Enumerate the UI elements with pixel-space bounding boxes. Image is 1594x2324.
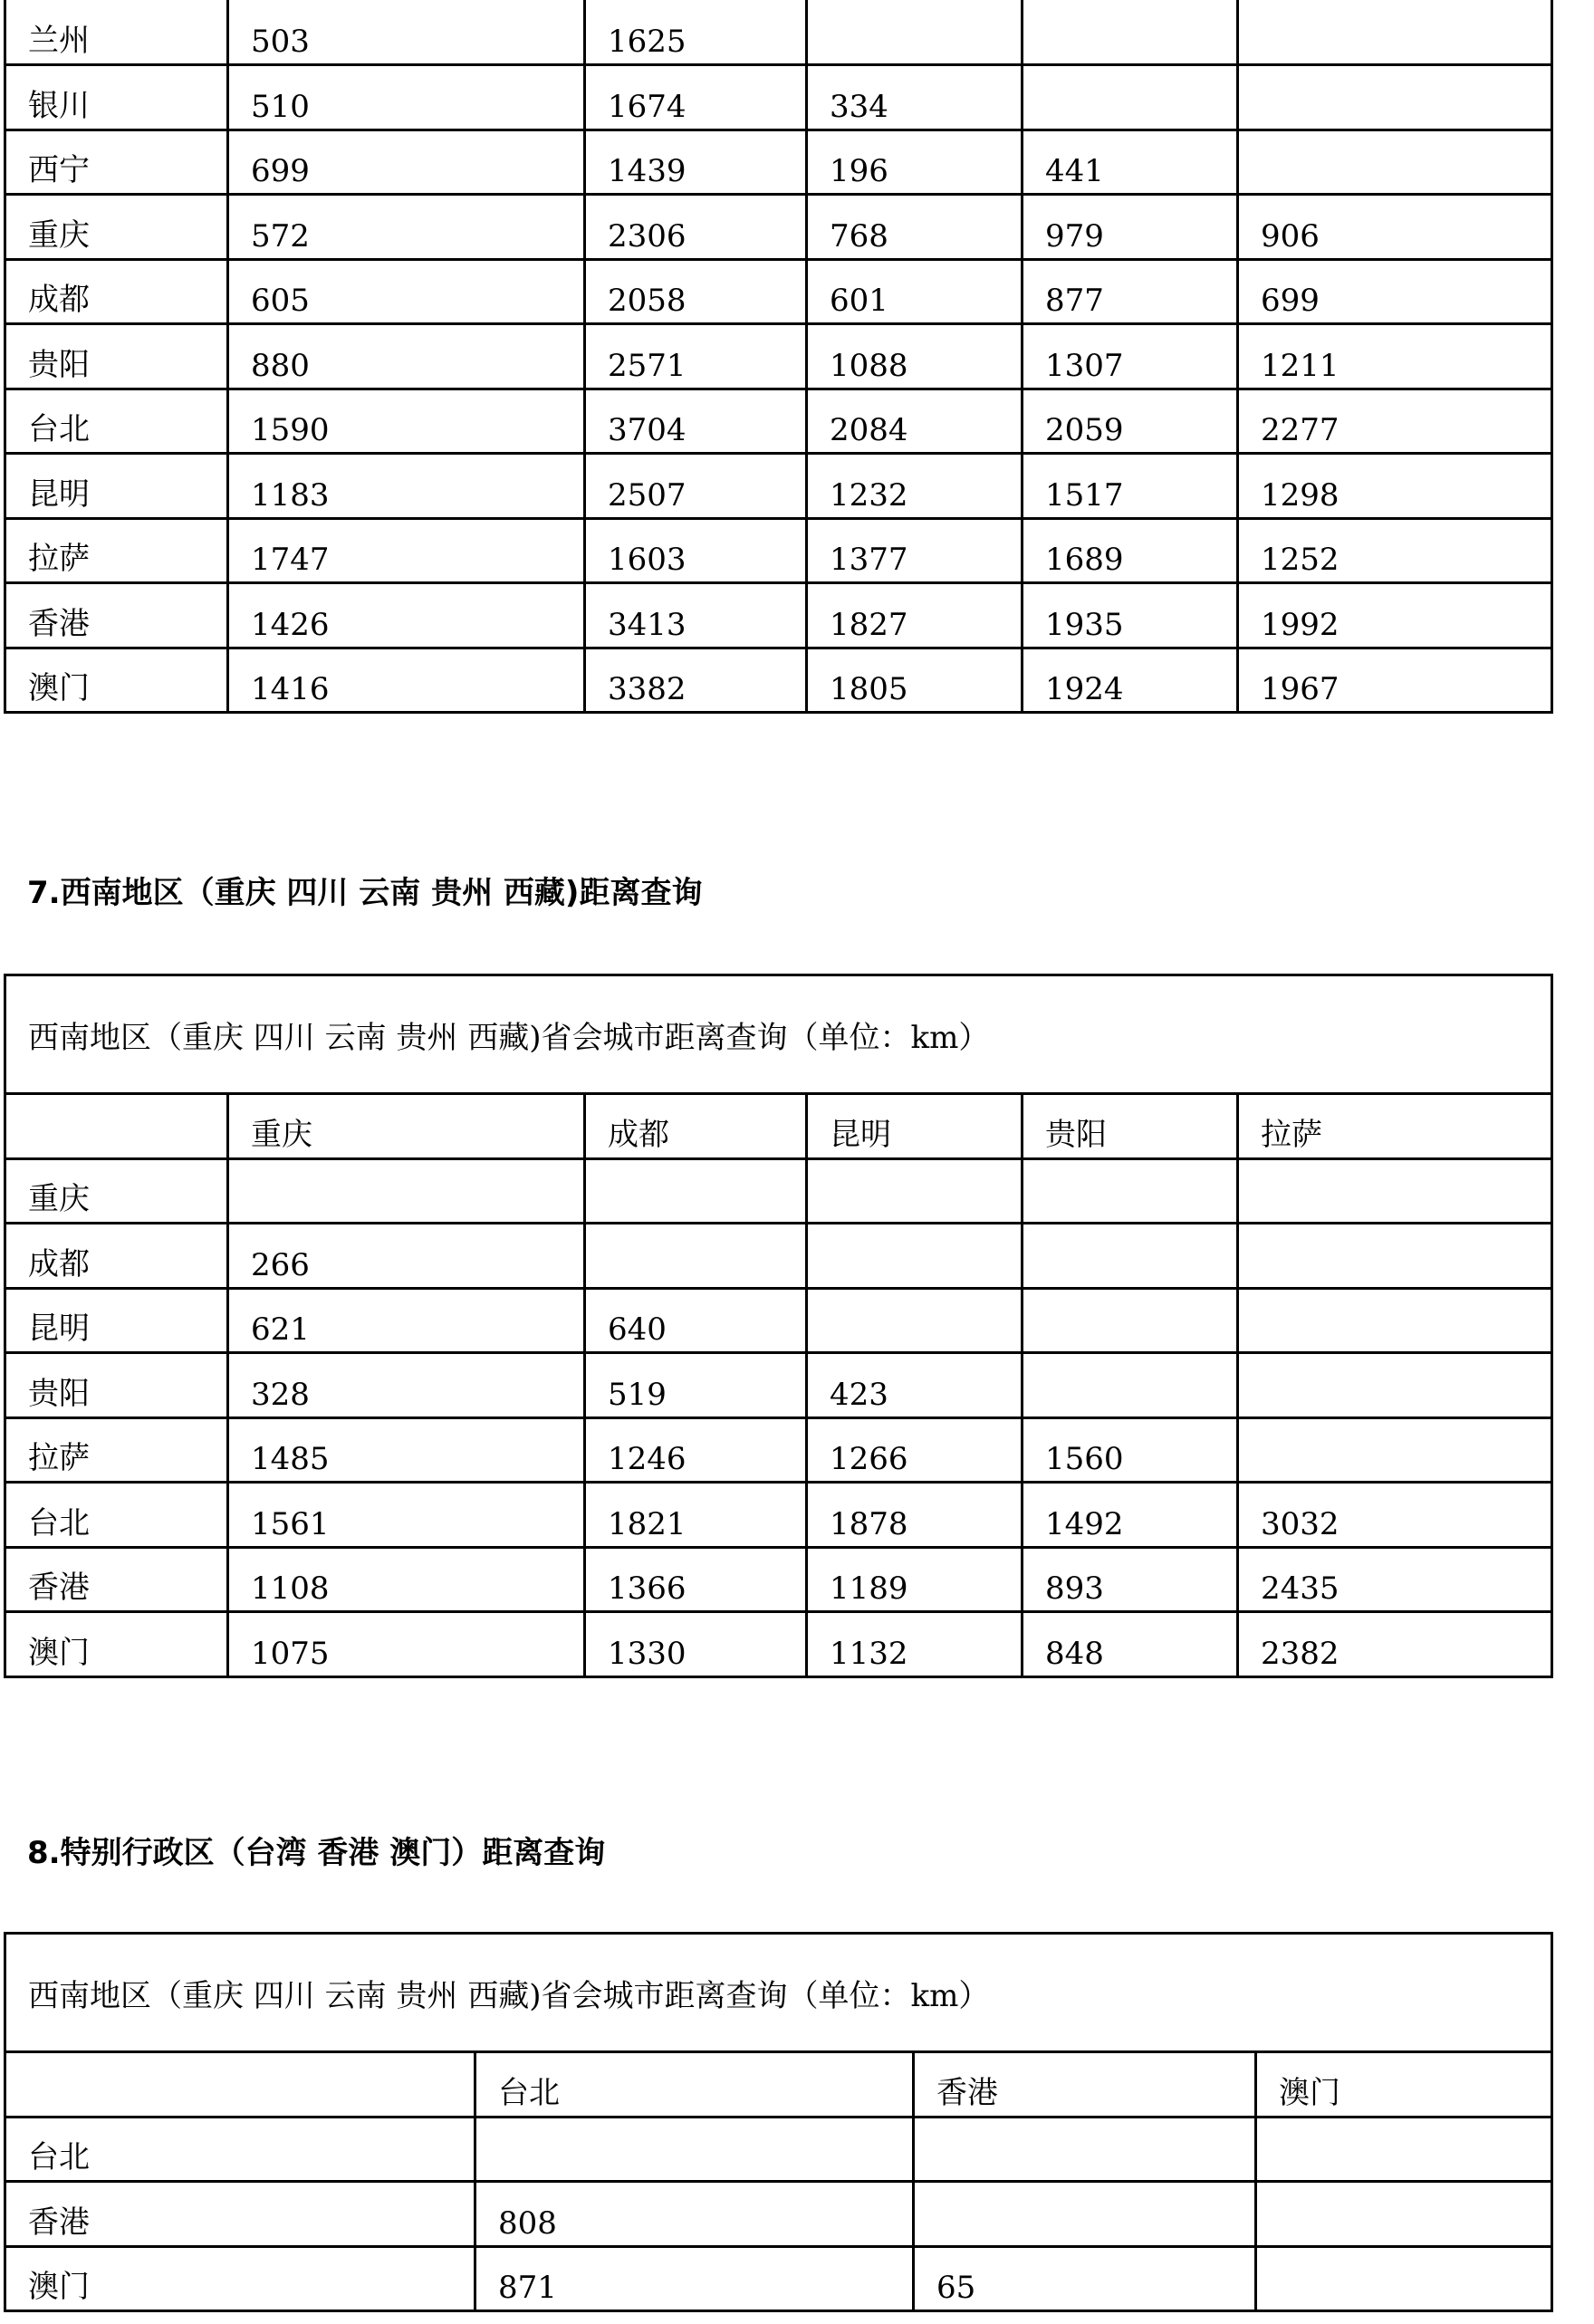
distance-cell	[1256, 2117, 1552, 2182]
distance-cell	[1023, 0, 1238, 65]
distance-cell: 880	[228, 324, 585, 389]
distance-cell	[807, 1288, 1023, 1353]
distance-cell: 1603	[585, 518, 807, 583]
row-header-cell: 银川	[5, 65, 228, 130]
distance-cell: 979	[1023, 195, 1238, 260]
distance-cell: 699	[1238, 259, 1552, 324]
distance-cell	[1256, 2182, 1552, 2247]
distance-cell	[585, 1158, 807, 1224]
distance-cell: 1439	[585, 130, 807, 195]
table-row	[5, 454, 1552, 519]
distance-cell: 848	[1023, 1612, 1238, 1677]
distance-cell: 1992	[1238, 583, 1552, 648]
distance-cell: 877	[1023, 259, 1238, 324]
column-header-cell: 成都	[585, 1094, 807, 1159]
distance-cell: 906	[1238, 195, 1552, 260]
distance-cell: 2306	[585, 195, 807, 260]
distance-cell: 2507	[585, 454, 807, 519]
distance-cell: 768	[807, 195, 1023, 260]
row-header-cell: 兰州	[5, 0, 228, 65]
distance-cell: 1827	[807, 583, 1023, 648]
distance-cell: 503	[228, 0, 585, 65]
distance-cell: 1183	[228, 454, 585, 519]
distance-cell: 519	[585, 1353, 807, 1418]
distance-cell: 423	[807, 1353, 1023, 1418]
table-row	[5, 518, 1552, 583]
table-row	[5, 195, 1552, 260]
distance-cell: 266	[228, 1224, 585, 1289]
table-row	[5, 2246, 1552, 2311]
distance-cell: 2084	[807, 389, 1023, 454]
row-header-cell: 成都	[5, 1224, 228, 1289]
distance-cell: 2059	[1023, 389, 1238, 454]
column-header-cell	[5, 1094, 228, 1159]
distance-cell: 196	[807, 130, 1023, 195]
distance-cell: 1492	[1023, 1483, 1238, 1548]
table-row	[5, 389, 1552, 454]
sar-distance-table-body	[5, 1934, 1552, 2311]
distance-cell	[228, 1158, 585, 1224]
distance-cell: 1330	[585, 1612, 807, 1677]
distance-cell	[1023, 1353, 1238, 1418]
sar-distance-table	[4, 1932, 1553, 2312]
distance-cell: 1590	[228, 389, 585, 454]
distance-cell: 1561	[228, 1483, 585, 1548]
row-header-cell: 西宁	[5, 130, 228, 195]
row-header-cell: 香港	[5, 1547, 228, 1612]
southwest-distance-table	[4, 974, 1553, 1678]
table-row	[5, 324, 1552, 389]
distance-cell: 1560	[1023, 1417, 1238, 1483]
column-header-cell: 澳门	[1256, 2052, 1552, 2118]
row-header-cell: 台北	[5, 1483, 228, 1548]
distance-cell: 3704	[585, 389, 807, 454]
column-header-cell	[5, 2052, 475, 2118]
distance-cell: 328	[228, 1353, 585, 1418]
distance-cell: 699	[228, 130, 585, 195]
distance-cell: 1189	[807, 1547, 1023, 1612]
table-row	[5, 130, 1552, 195]
table-row	[5, 1158, 1552, 1224]
distance-cell: 1426	[228, 583, 585, 648]
distance-cell: 640	[585, 1288, 807, 1353]
distance-cell: 1377	[807, 518, 1023, 583]
table-row	[5, 648, 1552, 713]
distance-cell	[1238, 1288, 1552, 1353]
distance-cell: 1108	[228, 1547, 585, 1612]
distance-cell: 1366	[585, 1547, 807, 1612]
distance-cell: 1674	[585, 65, 807, 130]
distance-cell	[585, 1224, 807, 1289]
distance-cell: 1246	[585, 1417, 807, 1483]
row-header-cell: 昆明	[5, 454, 228, 519]
distance-cell: 2277	[1238, 389, 1552, 454]
distance-cell: 1416	[228, 648, 585, 713]
table-caption: 西南地区（重庆 四川 云南 贵州 西藏)省会城市距离查询（单位：km）	[5, 1934, 1552, 2052]
column-header-row	[5, 2052, 1552, 2118]
table-row	[5, 2182, 1552, 2247]
column-header-row	[5, 1094, 1552, 1159]
table-row	[5, 1224, 1552, 1289]
row-header-cell: 昆明	[5, 1288, 228, 1353]
distance-cell: 1878	[807, 1483, 1023, 1548]
distance-cell	[1256, 2246, 1552, 2311]
distance-cell: 1298	[1238, 454, 1552, 519]
distance-cell	[1238, 1353, 1552, 1418]
distance-cell	[807, 0, 1023, 65]
distance-cell: 510	[228, 65, 585, 130]
row-header-cell: 贵阳	[5, 324, 228, 389]
table-row	[5, 1353, 1552, 1418]
distance-cell: 808	[475, 2182, 914, 2247]
section-7-heading: 7.西南地区（重庆 四川 云南 贵州 西藏)距离查询	[27, 875, 703, 911]
distance-cell	[1238, 1158, 1552, 1224]
distance-cell	[1238, 1224, 1552, 1289]
row-header-cell: 成都	[5, 259, 228, 324]
distance-cell: 2058	[585, 259, 807, 324]
distance-cell: 3382	[585, 648, 807, 713]
distance-cell: 3413	[585, 583, 807, 648]
row-header-cell: 拉萨	[5, 1417, 228, 1483]
row-header-cell: 澳门	[5, 2246, 475, 2311]
distance-cell	[1238, 130, 1552, 195]
distance-cell: 2571	[585, 324, 807, 389]
distance-cell: 871	[475, 2246, 914, 2311]
distance-cell	[475, 2117, 914, 2182]
section-8-heading: 8.特别行政区（台湾 香港 澳门）距离查询	[27, 1835, 606, 1871]
distance-cell: 1211	[1238, 324, 1552, 389]
distance-cell: 441	[1023, 130, 1238, 195]
table-row	[5, 2117, 1552, 2182]
distance-cell: 2435	[1238, 1547, 1552, 1612]
column-header-cell: 台北	[475, 2052, 914, 2118]
column-header-cell: 香港	[914, 2052, 1256, 2118]
row-header-cell: 澳门	[5, 648, 228, 713]
distance-cell	[914, 2182, 1256, 2247]
distance-cell: 601	[807, 259, 1023, 324]
distance-cell	[807, 1158, 1023, 1224]
row-header-cell: 重庆	[5, 1158, 228, 1224]
distance-cell: 334	[807, 65, 1023, 130]
distance-cell: 2382	[1238, 1612, 1552, 1677]
table-row	[5, 259, 1552, 324]
row-header-cell: 重庆	[5, 195, 228, 260]
distance-cell: 1307	[1023, 324, 1238, 389]
distance-cell: 1967	[1238, 648, 1552, 713]
distance-cell: 1132	[807, 1612, 1023, 1677]
column-header-cell: 重庆	[228, 1094, 585, 1159]
table-row	[5, 1612, 1552, 1677]
distance-cell	[914, 2117, 1256, 2182]
distance-cell: 1232	[807, 454, 1023, 519]
distance-cell: 3032	[1238, 1483, 1552, 1548]
column-header-cell: 拉萨	[1238, 1094, 1552, 1159]
table-row	[5, 1417, 1552, 1483]
southwest-distance-table-body	[5, 975, 1552, 1677]
row-header-cell: 贵阳	[5, 1353, 228, 1418]
table-row	[5, 1547, 1552, 1612]
distance-cell: 1485	[228, 1417, 585, 1483]
table-row	[5, 583, 1552, 648]
distance-cell	[1238, 0, 1552, 65]
distance-cell: 605	[228, 259, 585, 324]
distance-cell: 1252	[1238, 518, 1552, 583]
distance-cell: 1821	[585, 1483, 807, 1548]
table-row	[5, 1288, 1552, 1353]
table-caption: 西南地区（重庆 四川 云南 贵州 西藏)省会城市距离查询（单位：km）	[5, 975, 1552, 1094]
distance-cell: 1924	[1023, 648, 1238, 713]
row-header-cell: 澳门	[5, 1612, 228, 1677]
distance-cell: 572	[228, 195, 585, 260]
distance-cell	[1238, 1417, 1552, 1483]
table-row	[5, 0, 1552, 65]
row-header-cell: 台北	[5, 389, 228, 454]
distance-cell	[1023, 1224, 1238, 1289]
distance-cell: 1266	[807, 1417, 1023, 1483]
distance-cell: 1689	[1023, 518, 1238, 583]
distance-cell: 621	[228, 1288, 585, 1353]
distance-cell	[1023, 1158, 1238, 1224]
distance-cell: 1747	[228, 518, 585, 583]
row-header-cell: 拉萨	[5, 518, 228, 583]
column-header-cell: 贵阳	[1023, 1094, 1238, 1159]
distance-cell: 1625	[585, 0, 807, 65]
distance-cell: 1805	[807, 648, 1023, 713]
table-row	[5, 65, 1552, 130]
distance-cell	[1023, 65, 1238, 130]
distance-cell: 1088	[807, 324, 1023, 389]
distance-cell	[1023, 1288, 1238, 1353]
distance-table-continued-body	[5, 0, 1552, 713]
distance-cell: 893	[1023, 1547, 1238, 1612]
row-header-cell: 台北	[5, 2117, 475, 2182]
distance-cell: 1935	[1023, 583, 1238, 648]
distance-cell	[1238, 65, 1552, 130]
distance-cell	[807, 1224, 1023, 1289]
row-header-cell: 香港	[5, 583, 228, 648]
distance-table-continued	[4, 0, 1553, 714]
distance-cell: 65	[914, 2246, 1256, 2311]
row-header-cell: 香港	[5, 2182, 475, 2247]
table-row	[5, 1483, 1552, 1548]
column-header-cell: 昆明	[807, 1094, 1023, 1159]
distance-cell: 1517	[1023, 454, 1238, 519]
distance-cell: 1075	[228, 1612, 585, 1677]
